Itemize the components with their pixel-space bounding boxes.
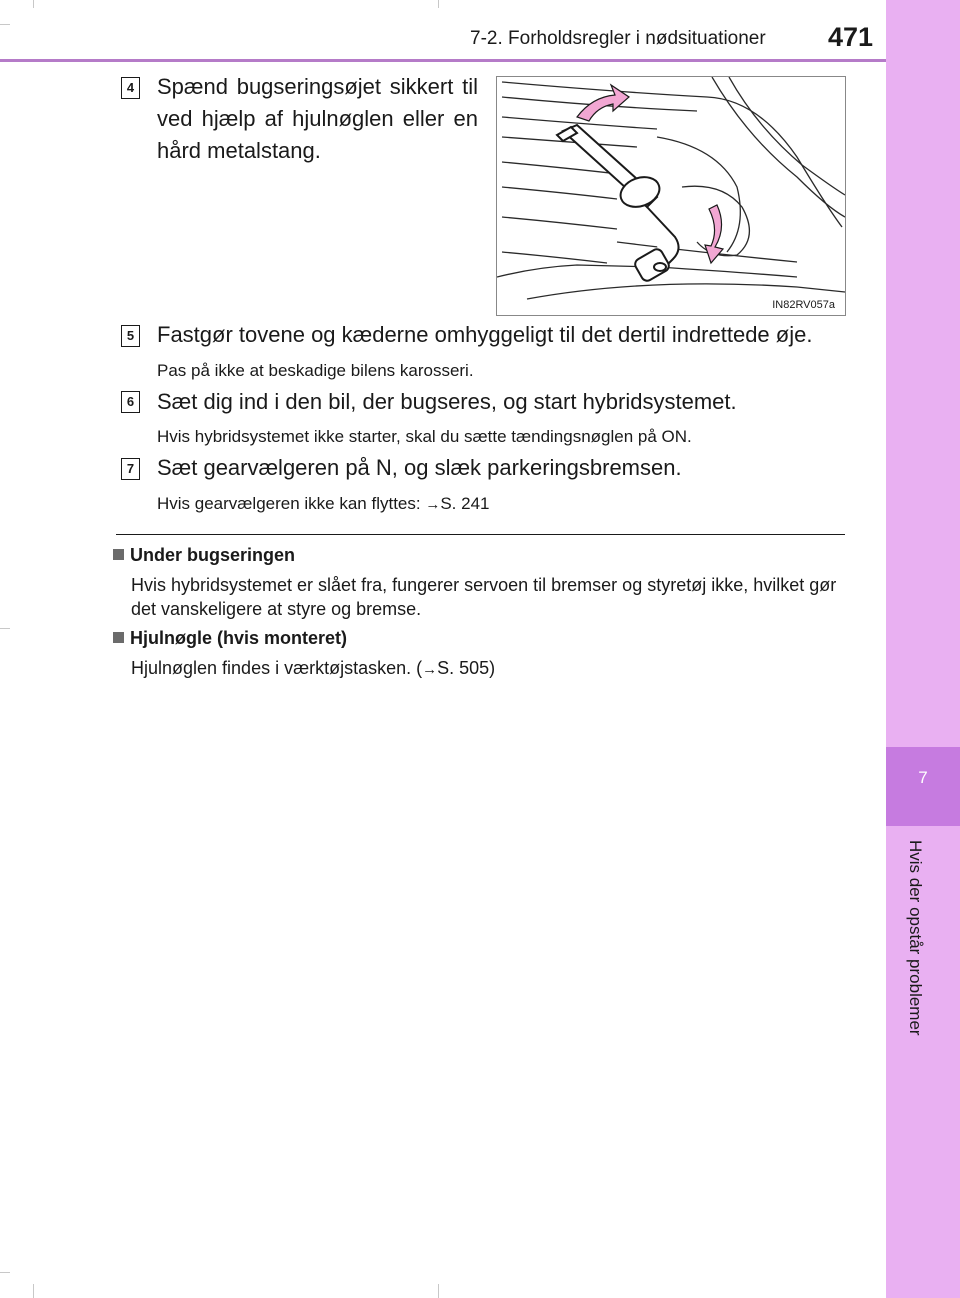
chapter-side-tab [886,0,960,1298]
crop-mark [33,0,34,8]
square-bullet-icon [113,632,124,643]
figure-code: IN82RV057a [772,299,835,311]
chapter-title: Hvis der opstår problemer [906,840,925,1036]
section-divider [116,534,845,535]
page-reference-link[interactable]: S. 505) [437,658,496,678]
crop-mark [438,0,439,8]
step-number-box: 5 [121,325,140,347]
section-title: 7-2. Forholdsregler i nødsituationer [470,28,766,49]
towing-eyelet-illustration [496,76,846,316]
arrow-right-icon: → [425,496,441,513]
step-text: Sæt dig ind i den bil, der bugseres, og start hybridsystemet. [157,389,737,414]
crop-mark [0,24,10,25]
step-number-box: 7 [121,458,140,480]
step-note: Pas på ikke at beskadige bilens karosseri. [157,361,474,380]
header-rule [0,59,886,62]
crop-mark [0,1272,10,1273]
page-number: 471 [828,22,874,52]
note-body: Hvis hybridsystemet er slået fra, fungerer servoen til bremser og styretøj ikke, hvilket gør det vanskeligere at styre og bremse. [131,575,837,619]
step-note: Hvis hybridsystemet ikke starter, skal du sætte tændingsnøglen på ON. [157,427,692,446]
step-number-box: 6 [121,391,140,413]
arrow-right-icon: → [422,661,438,678]
step-text: Fastgør tovene og kæderne omhyggeligt til det dertil indrettede øje. [157,322,813,347]
step-text: Sæt gearvælgeren på N, og slæk parkeringsbremsen. [157,455,682,480]
note-heading: Under bugseringen [113,545,295,566]
square-bullet-icon [113,549,124,560]
step-note-text: Hvis gearvælgeren ikke kan flyttes: [157,494,426,513]
crop-mark [438,1284,439,1298]
step-text: Spænd bugseringsøjet sikkert til ved hjælp af hjulnøglen eller en hård metalstang. [157,74,478,163]
note-heading: Hjulnøgle (hvis monteret) [113,628,347,649]
step-number-box: 4 [121,77,140,99]
note-body: Hjulnøglen findes i værktøjstasken. (→S. 505) [131,658,496,678]
page-reference-link[interactable]: S. 241 [440,494,490,513]
chapter-number: 7 [918,768,928,787]
crop-mark [0,628,10,629]
wrench-illustration [497,77,845,315]
crop-mark [33,1284,34,1298]
step-note [157,494,490,514]
